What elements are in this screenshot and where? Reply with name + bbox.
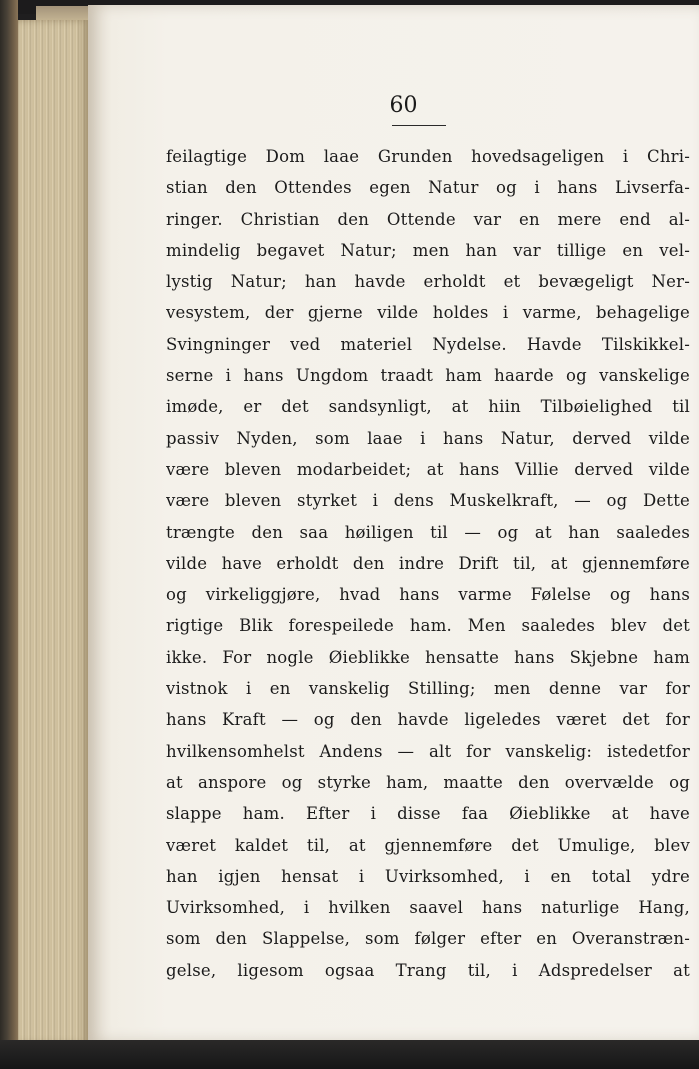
- text-line: ikke. For nogle Øieblikke hensatte hans Skjebne ham: [166, 647, 690, 667]
- text-line: vesystem, der gjerne vilde holdes i varme, behagelige: [166, 303, 690, 323]
- text-line: vistnok i en vanskelig Stilling; men denne var for: [166, 679, 690, 699]
- text-line: Uvirksomhed, i hvilken saavel hans naturlige Hang,: [166, 898, 690, 918]
- text-line: være bleven modarbeidet; at hans Villie derved vilde: [166, 459, 690, 479]
- text-line: og virkeliggjøre, hvad hans varme Følelse og hans: [166, 585, 690, 605]
- text-line: slappe ham. Efter i disse faa Øieblikke at have: [166, 804, 690, 824]
- page-number-rule: [392, 125, 446, 126]
- text-line: hvilkensomhelst Andens — alt for vanskelig: istedetfor: [166, 741, 690, 761]
- text-line: han igjen hensat i Uvirksomhed, i en total ydre: [166, 866, 690, 886]
- book-page: [88, 5, 699, 1042]
- text-line: været kaldet til, at gjennemføre det Umulige, blev: [166, 835, 690, 855]
- text-line: som den Slappelse, som følger efter en Overanstræn-: [166, 929, 690, 949]
- book-spine: [0, 0, 18, 1069]
- text-line: serne i hans Ungdom traadt ham haarde og vanskelige: [166, 366, 690, 386]
- page-stack-edge: [18, 20, 90, 1044]
- text-line: feilagtige Dom laae Grunden hovedsageligen i Chri-: [166, 147, 690, 166]
- text-line: passiv Nyden, som laae i hans Natur, derved vilde: [166, 428, 690, 448]
- text-line: gelse, ligesom ogsaa Trang til, i Adspredelser at: [166, 960, 690, 980]
- text-line: være bleven styrket i dens Muskelkraft, — og Dette: [166, 491, 690, 511]
- text-line: lystig Natur; han havde erholdt et bevægeligt Ner-: [166, 272, 690, 292]
- text-line: hans Kraft — og den havde ligeledes været det for: [166, 710, 690, 730]
- text-line: trængte den saa høiligen til — og at han saaledes: [166, 522, 690, 542]
- text-line: imøde, er det sandsynligt, at hiin Tilbøielighed til: [166, 397, 690, 417]
- text-line: stian den Ottendes egen Natur og i hans Livserfa-: [166, 178, 690, 198]
- text-line: vilde have erholdt den indre Drift til, at gjennemføre: [166, 553, 690, 573]
- body-text: [166, 141, 690, 986]
- background-bottom: [0, 1040, 699, 1069]
- text-line: at anspore og styrke ham, maatte den overvælde og: [166, 772, 690, 792]
- text-line: ringer. Christian den Ottende var en mere end al-: [166, 209, 690, 229]
- text-line: Svingninger ved materiel Nydelse. Havde Tilskikkel-: [166, 334, 690, 354]
- page-number: 60: [389, 93, 418, 118]
- text-line: mindelig begavet Natur; men han var tillige en vel-: [166, 240, 690, 260]
- text-line: rigtige Blik forespeilede ham. Men saaledes blev det: [166, 616, 690, 636]
